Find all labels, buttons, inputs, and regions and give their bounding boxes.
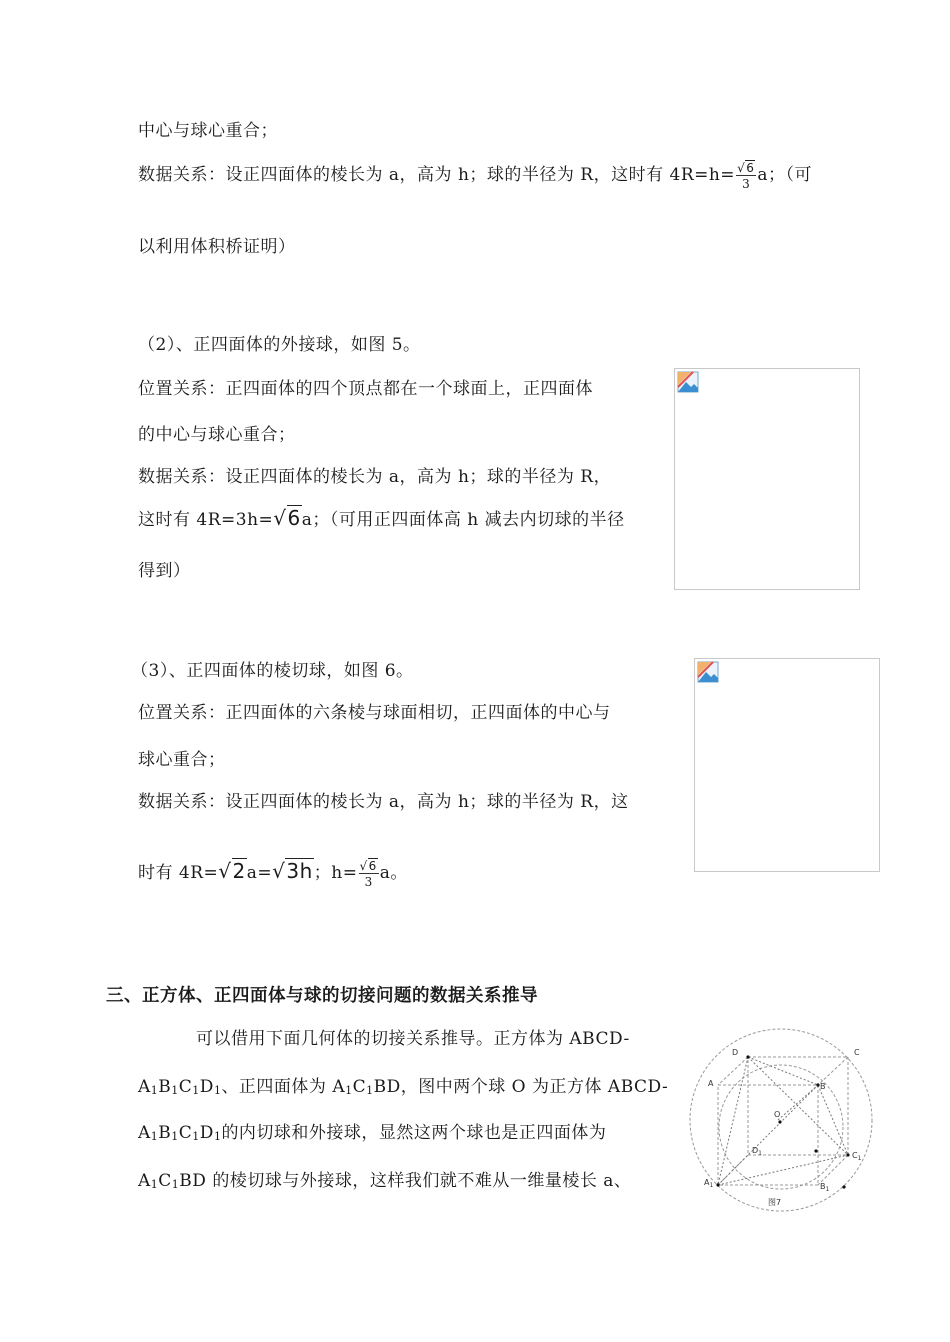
- letter: A: [138, 1077, 151, 1097]
- broken-image-icon: [697, 661, 719, 683]
- label-C1: [852, 1151, 862, 1162]
- sqrt-2: √2: [218, 859, 246, 883]
- figure7-caption: 图7: [768, 1198, 782, 1207]
- label-D: D: [732, 1048, 739, 1057]
- broken-image-icon: [677, 371, 699, 393]
- section3-mid2: ；h=: [313, 863, 358, 883]
- text: 、正四面体为 A: [221, 1077, 346, 1097]
- sqrt-6: √6: [273, 506, 301, 530]
- label-O: O: [774, 1110, 781, 1119]
- subscript: 1: [171, 1178, 180, 1191]
- cube-edges: [718, 1057, 848, 1185]
- section2-data-line2: [138, 505, 625, 530]
- para1-line2-text: 数据关系：设正四面体的棱长为 a，高为 h；球的半径为 R，这时有 4R=h=: [138, 165, 736, 185]
- figure5-placeholder: [674, 368, 860, 590]
- label-C: C: [854, 1048, 860, 1057]
- section2-data-line2-suffix: a；（可用正四面体高 h 减去内切球的半径: [301, 510, 625, 530]
- subscript: 1: [345, 1084, 353, 1097]
- label-B1: [820, 1182, 830, 1193]
- radicand: 6: [746, 160, 755, 175]
- letter: D: [199, 1077, 214, 1097]
- radicand: 2: [232, 859, 246, 883]
- section3-mid1: a=: [246, 863, 273, 883]
- section2-title: （2）、正四面体的外接球，如图 5。: [138, 335, 421, 355]
- subscript: 1: [150, 1084, 159, 1097]
- label-sub: 1: [709, 1182, 714, 1189]
- label-letter: D: [752, 1146, 759, 1155]
- letter: C: [178, 1077, 193, 1097]
- label-A: A: [708, 1079, 714, 1088]
- radicand: 6: [368, 858, 377, 873]
- radicand: 3h: [286, 859, 313, 883]
- section3-pos-line2: 球心重合；: [138, 750, 226, 770]
- subscript: 1: [150, 1130, 159, 1143]
- text: BD，图中两个球 O 为正方体 ABCD-: [373, 1077, 669, 1097]
- figure6-placeholder: [694, 658, 880, 872]
- denominator: 3: [364, 874, 373, 889]
- section2-data-line2-prefix: 这时有 4R=3h=: [138, 510, 274, 530]
- letter: A: [138, 1123, 151, 1143]
- section2-data-line3: 得到）: [138, 561, 191, 581]
- letter: B: [158, 1077, 172, 1097]
- figure7-diagram: [684, 1025, 878, 1215]
- section3-title: （3）、正四面体的棱切球，如图 6。: [131, 661, 414, 681]
- subscript: 1: [366, 1084, 374, 1097]
- subscript: 1: [213, 1084, 222, 1097]
- subscript: 1: [150, 1178, 159, 1191]
- para1-line1: 中心与球心重合；: [138, 121, 278, 141]
- section3-prefix: 时有 4R=: [138, 863, 219, 883]
- denominator: 3: [742, 176, 751, 191]
- para1-line3: 以利用体积桥证明）: [138, 237, 296, 257]
- label-letter: C: [852, 1151, 858, 1160]
- label-letter: B: [820, 1182, 826, 1191]
- section2-data-line1: 数据关系：设正四面体的棱长为 a，高为 h；球的半径为 R，: [138, 467, 612, 487]
- label-letter: A: [704, 1178, 710, 1187]
- text: 的内切球和外接球，显然这两个球也是正四面体为: [221, 1123, 607, 1143]
- subscript: 1: [192, 1084, 200, 1097]
- section3-data-line1: 数据关系：设正四面体的棱长为 a，高为 h；球的半径为 R，这: [138, 792, 629, 812]
- label-sub: 1: [857, 1155, 862, 1162]
- letter: C: [352, 1077, 367, 1097]
- fraction-sqrt6-over-3: $\frac{√6}{3}$: [737, 160, 755, 191]
- sqrt-3h: √3h: [272, 859, 313, 883]
- subscript: 1: [171, 1084, 179, 1097]
- label-sub: 1: [758, 1150, 762, 1157]
- letter: C: [158, 1171, 172, 1191]
- label-B: B: [820, 1082, 826, 1091]
- section-three-line2: [138, 1072, 668, 1097]
- subscript: 1: [192, 1130, 200, 1143]
- subscript: 1: [213, 1130, 222, 1143]
- letter: D: [199, 1123, 214, 1143]
- section3-pos-line1: 位置关系：正四面体的六条棱与球面相切，正四面体的中心与: [138, 703, 611, 723]
- letter: B: [158, 1123, 172, 1143]
- section3-data-line2: [138, 858, 408, 888]
- para1-line2-tail: a；（可: [757, 165, 812, 185]
- section3-end: a。: [379, 863, 408, 883]
- section2-pos-line1: 位置关系：正四面体的四个顶点都在一个球面上，正四面体: [138, 379, 593, 399]
- section2-pos-line2: 的中心与球心重合；: [138, 425, 296, 445]
- letter: A: [138, 1171, 151, 1191]
- section-three-line4: [138, 1166, 631, 1191]
- section-three-line3: [138, 1118, 606, 1143]
- subscript: 1: [171, 1130, 179, 1143]
- radicand: 6: [287, 506, 301, 530]
- vertex-points: [716, 1055, 849, 1188]
- label-sub: 1: [825, 1186, 830, 1193]
- letter: C: [178, 1123, 193, 1143]
- fraction-sqrt6-over-3: $\frac{√6}{3}$: [359, 858, 377, 889]
- section-three-line1: 可以借用下面几何体的切接关系推导。正方体为 ABCD-: [196, 1029, 630, 1049]
- section-three-heading: 三、正方体、正四面体与球的切接问题的数据关系推导: [106, 986, 538, 1006]
- text: BD 的棱切球与外接球，这样我们就不难从一维量棱长 a、: [179, 1171, 632, 1191]
- para1-line2: [138, 160, 812, 190]
